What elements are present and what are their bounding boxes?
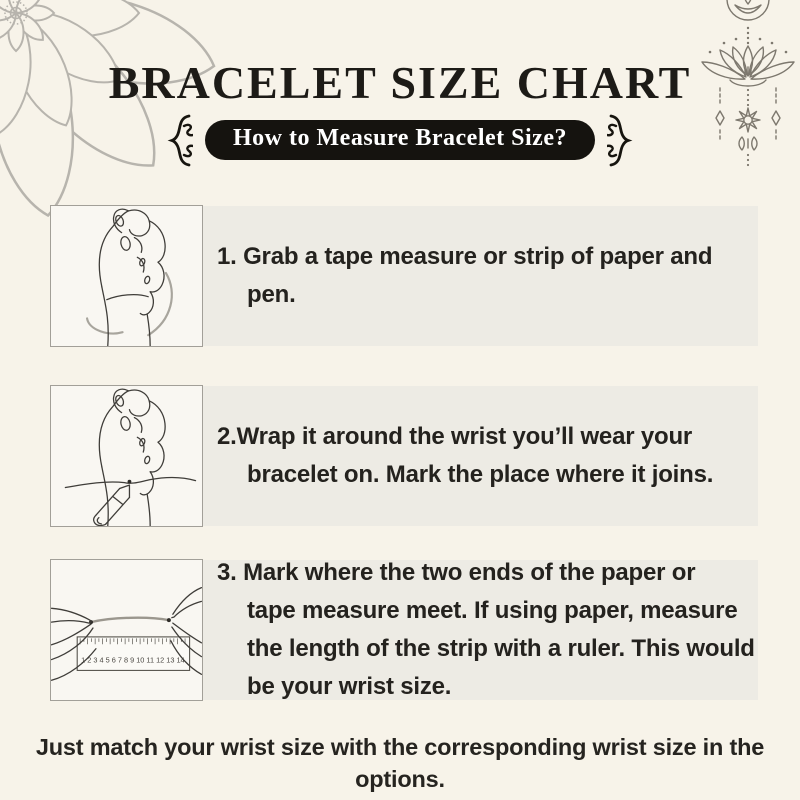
fist-hand-marking-wrist-illustration	[51, 386, 202, 526]
step-1-line-2: pen.	[247, 281, 296, 308]
subtitle-badge-row	[0, 112, 800, 168]
step-2-line-2: bracelet on. Mark the place where it joins.	[247, 461, 714, 488]
step-1-row	[50, 205, 758, 347]
step-3-line-4: be your wrist size.	[247, 673, 452, 700]
step-1-illustration-box	[50, 205, 203, 347]
step-3-line-1: 3. Mark where the two ends of the paper or	[217, 559, 696, 586]
step-3-row	[50, 559, 758, 701]
step-1-text	[217, 205, 772, 347]
step-3-line-3: the length of the strip with a ruler. This would	[247, 635, 755, 662]
step-2-illustration-box	[50, 385, 203, 527]
step-3-text	[217, 559, 772, 701]
fist-hand-with-bracelet-illustration	[51, 206, 202, 346]
ruler-numbers: 1 2 3 4 5 6 7 8 9 10 11 12 13 14	[81, 657, 185, 665]
how-to-measure-badge: How to Measure Bracelet Size?	[205, 120, 595, 160]
step-3-line-2: tape measure meet. If using paper, measure	[247, 597, 738, 624]
curly-flourish-left-icon	[163, 112, 193, 168]
curly-flourish-right-icon	[607, 112, 637, 168]
hands-measuring-with-ruler-illustration	[51, 560, 202, 700]
step-1-line-1: 1. Grab a tape measure or strip of paper and	[217, 243, 713, 270]
footer-note: Just match your wrist size with the corresponding wrist size in the options.	[35, 734, 765, 792]
step-2-text	[217, 385, 772, 527]
step-2-row	[50, 385, 758, 527]
step-2-line-1: 2.Wrap it around the wrist you’ll wear your	[217, 423, 693, 450]
step-3-illustration-box	[50, 559, 203, 701]
page-title: BRACELET SIZE CHART	[108, 57, 692, 108]
